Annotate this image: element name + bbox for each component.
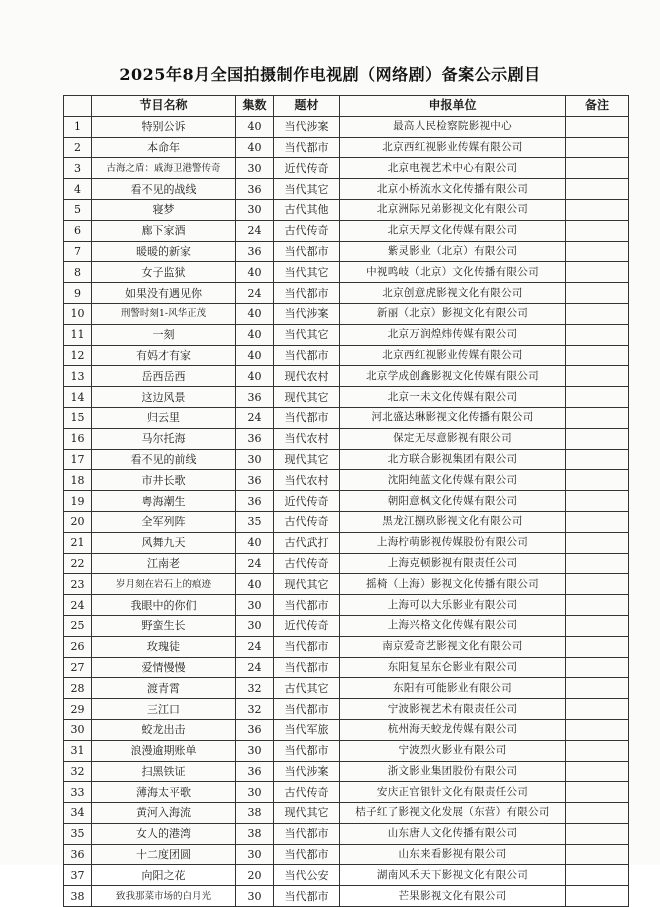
remarks	[566, 199, 629, 220]
genre: 当代涉案	[274, 116, 340, 137]
remarks	[566, 387, 629, 408]
row-index: 31	[64, 740, 92, 761]
program-name: 女人的港湾	[92, 823, 236, 844]
row-index: 19	[64, 491, 92, 512]
episode-count: 30	[236, 740, 274, 761]
program-name: 渡青霄	[92, 678, 236, 699]
episode-count: 36	[236, 387, 274, 408]
row-index: 36	[64, 844, 92, 865]
episode-count: 40	[236, 574, 274, 595]
program-name: 浪漫逾期账单	[92, 740, 236, 761]
row-index: 18	[64, 470, 92, 491]
table-row	[64, 407, 629, 428]
episode-count: 40	[236, 366, 274, 387]
episode-count: 30	[236, 844, 274, 865]
row-index: 13	[64, 366, 92, 387]
program-name: 十二度团圆	[92, 844, 236, 865]
applicant-unit: 河北盛达琳影视文化传播有限公司	[340, 407, 566, 428]
program-name: 看不见的战线	[92, 179, 236, 200]
applicant-unit: 北京创意虎影视文化有限公司	[340, 283, 566, 304]
table-row	[64, 428, 629, 449]
applicant-unit: 湖南风禾天下影视文化有限公司	[340, 865, 566, 886]
genre: 当代都市	[274, 595, 340, 616]
header-remarks: 备注	[566, 96, 629, 117]
table-row	[64, 761, 629, 782]
genre: 近代传奇	[274, 491, 340, 512]
episode-count: 38	[236, 803, 274, 824]
episode-count: 36	[236, 470, 274, 491]
applicant-unit: 北京西红视影业传媒有限公司	[340, 345, 566, 366]
genre: 当代都市	[274, 740, 340, 761]
row-index: 1	[64, 116, 92, 137]
applicant-unit: 杭州海天蛟龙传媒有限公司	[340, 719, 566, 740]
episode-count: 30	[236, 886, 274, 907]
genre: 当代涉案	[274, 761, 340, 782]
row-index: 35	[64, 823, 92, 844]
applicant-unit: 上海兴格文化传媒有限公司	[340, 615, 566, 636]
applicant-unit: 朝阳意枫文化传媒有限公司	[340, 491, 566, 512]
table-row	[64, 740, 629, 761]
program-name: 全军列阵	[92, 511, 236, 532]
program-name: 岳西岳西	[92, 366, 236, 387]
program-name: 三江口	[92, 699, 236, 720]
table-row	[64, 366, 629, 387]
program-name: 玫瑰徒	[92, 636, 236, 657]
genre: 近代传奇	[274, 158, 340, 179]
program-name: 马尔托海	[92, 428, 236, 449]
remarks	[566, 678, 629, 699]
genre: 当代都市	[274, 886, 340, 907]
genre: 古代武打	[274, 532, 340, 553]
applicant-unit: 黑龙江捌玖影视文化有限公司	[340, 511, 566, 532]
table-row	[64, 387, 629, 408]
program-name: 市井长歌	[92, 470, 236, 491]
episode-count: 20	[236, 865, 274, 886]
remarks	[566, 740, 629, 761]
episode-count: 35	[236, 511, 274, 532]
remarks	[566, 761, 629, 782]
table-row	[64, 449, 629, 470]
genre: 当代都市	[274, 407, 340, 428]
table-row	[64, 324, 629, 345]
applicant-unit: 中视鸣岐（北京）文化传播有限公司	[340, 262, 566, 283]
applicant-unit: 保定无尽意影视有限公司	[340, 428, 566, 449]
remarks	[566, 366, 629, 387]
episode-count: 24	[236, 283, 274, 304]
program-name: 本命年	[92, 137, 236, 158]
episode-count: 24	[236, 220, 274, 241]
remarks	[566, 491, 629, 512]
genre: 现代其它	[274, 803, 340, 824]
remarks	[566, 345, 629, 366]
episode-count: 40	[236, 262, 274, 283]
genre: 当代农村	[274, 428, 340, 449]
episode-count: 40	[236, 532, 274, 553]
program-name: 黄河入海流	[92, 803, 236, 824]
row-index: 11	[64, 324, 92, 345]
row-index: 17	[64, 449, 92, 470]
remarks	[566, 324, 629, 345]
row-index: 20	[64, 511, 92, 532]
episode-count: 24	[236, 636, 274, 657]
program-name: 岁月刻在岩石上的痕迹	[92, 574, 236, 595]
applicant-unit: 山东来看影视有限公司	[340, 844, 566, 865]
episode-count: 30	[236, 615, 274, 636]
program-name: 寝梦	[92, 199, 236, 220]
remarks	[566, 636, 629, 657]
table-body	[64, 116, 629, 906]
episode-count: 32	[236, 699, 274, 720]
genre: 当代其它	[274, 262, 340, 283]
row-index: 33	[64, 782, 92, 803]
program-name: 我眼中的你们	[92, 595, 236, 616]
document-title: 2025年8月全国拍摄制作电视剧（网络剧）备案公示剧目	[119, 65, 541, 84]
remarks	[566, 615, 629, 636]
genre: 古代其他	[274, 199, 340, 220]
table-row	[64, 553, 629, 574]
header-applicant-unit: 申报单位	[340, 96, 566, 117]
table-row	[64, 865, 629, 886]
genre: 现代其它	[274, 574, 340, 595]
program-name: 江南老	[92, 553, 236, 574]
remarks	[566, 574, 629, 595]
applicant-unit: 宁波烈火影业有限公司	[340, 740, 566, 761]
genre: 当代都市	[274, 283, 340, 304]
table-row	[64, 137, 629, 158]
table-row	[64, 491, 629, 512]
program-name: 暖暖的新家	[92, 241, 236, 262]
row-index: 24	[64, 595, 92, 616]
episode-count: 40	[236, 324, 274, 345]
remarks	[566, 303, 629, 324]
applicant-unit: 北京西红视影业传媒有限公司	[340, 137, 566, 158]
table-row	[64, 283, 629, 304]
table-row	[64, 199, 629, 220]
applicant-unit: 北京电视艺术中心有限公司	[340, 158, 566, 179]
row-index: 7	[64, 241, 92, 262]
genre: 古代其它	[274, 678, 340, 699]
row-index: 26	[64, 636, 92, 657]
program-name: 古海之盾：戚海卫港警传奇	[92, 158, 236, 179]
applicant-unit: 上海可以大乐影业有限公司	[340, 595, 566, 616]
table-row	[64, 158, 629, 179]
table-row	[64, 241, 629, 262]
genre: 当代军旅	[274, 719, 340, 740]
applicant-unit: 南京爱奇艺影视文化有限公司	[340, 636, 566, 657]
applicant-unit: 东阳复星东仑影业有限公司	[340, 657, 566, 678]
applicant-unit: 北方联合影视集团有限公司	[340, 449, 566, 470]
remarks	[566, 719, 629, 740]
row-index: 37	[64, 865, 92, 886]
row-index: 8	[64, 262, 92, 283]
genre: 现代农村	[274, 366, 340, 387]
row-index: 12	[64, 345, 92, 366]
program-name: 刑警时刻1-风华正茂	[92, 303, 236, 324]
table-row	[64, 636, 629, 657]
remarks	[566, 158, 629, 179]
table-row	[64, 574, 629, 595]
remarks	[566, 262, 629, 283]
applicant-unit: 新丽（北京）影视文化有限公司	[340, 303, 566, 324]
applicant-unit: 北京天厚文化传媒有限公司	[340, 220, 566, 241]
genre: 古代传奇	[274, 220, 340, 241]
row-index: 2	[64, 137, 92, 158]
table-row	[64, 657, 629, 678]
episode-count: 38	[236, 823, 274, 844]
row-index: 10	[64, 303, 92, 324]
remarks	[566, 137, 629, 158]
program-name: 粤海潮生	[92, 491, 236, 512]
episode-count: 24	[236, 553, 274, 574]
episode-count: 24	[236, 407, 274, 428]
remarks	[566, 782, 629, 803]
episode-count: 24	[236, 657, 274, 678]
applicant-unit: 北京小桥流水文化传播有限公司	[340, 179, 566, 200]
genre: 古代传奇	[274, 511, 340, 532]
header-episodes: 集数	[236, 96, 274, 117]
episode-count: 36	[236, 761, 274, 782]
table-row	[64, 719, 629, 740]
table-row	[64, 844, 629, 865]
remarks	[566, 865, 629, 886]
program-name: 这边风景	[92, 387, 236, 408]
row-index: 3	[64, 158, 92, 179]
table-row	[64, 615, 629, 636]
remarks	[566, 803, 629, 824]
applicant-unit: 北京万润煌炜传媒有限公司	[340, 324, 566, 345]
episode-count: 36	[236, 719, 274, 740]
row-index: 5	[64, 199, 92, 220]
program-name: 廊下家酒	[92, 220, 236, 241]
table-row	[64, 220, 629, 241]
row-index: 27	[64, 657, 92, 678]
row-index: 21	[64, 532, 92, 553]
episode-count: 40	[236, 303, 274, 324]
episode-count: 36	[236, 241, 274, 262]
table-row	[64, 470, 629, 491]
program-name: 看不见的前线	[92, 449, 236, 470]
program-name: 一刻	[92, 324, 236, 345]
row-index: 29	[64, 699, 92, 720]
episode-count: 40	[236, 345, 274, 366]
episode-count: 30	[236, 595, 274, 616]
remarks	[566, 511, 629, 532]
genre: 当代涉案	[274, 303, 340, 324]
row-index: 6	[64, 220, 92, 241]
program-name: 特别公诉	[92, 116, 236, 137]
header-program-name: 节目名称	[92, 96, 236, 117]
row-index: 22	[64, 553, 92, 574]
genre: 近代传奇	[274, 615, 340, 636]
row-index: 30	[64, 719, 92, 740]
episode-count: 36	[236, 491, 274, 512]
remarks	[566, 470, 629, 491]
genre: 当代都市	[274, 241, 340, 262]
genre: 当代都市	[274, 345, 340, 366]
remarks	[566, 844, 629, 865]
row-index: 16	[64, 428, 92, 449]
table-row	[64, 782, 629, 803]
genre: 当代其它	[274, 179, 340, 200]
genre: 当代农村	[274, 470, 340, 491]
table-row	[64, 511, 629, 532]
remarks	[566, 220, 629, 241]
table-row	[64, 262, 629, 283]
program-name: 爱情慢慢	[92, 657, 236, 678]
genre: 现代其它	[274, 387, 340, 408]
table-row	[64, 886, 629, 907]
remarks	[566, 407, 629, 428]
episode-count: 36	[236, 428, 274, 449]
program-name: 如果没有遇见你	[92, 283, 236, 304]
applicant-unit: 东阳有可能影业有限公司	[340, 678, 566, 699]
applicant-unit: 北京一未文化传媒有限公司	[340, 387, 566, 408]
remarks	[566, 532, 629, 553]
row-index: 23	[64, 574, 92, 595]
remarks	[566, 449, 629, 470]
episode-count: 30	[236, 158, 274, 179]
program-name: 风舞九天	[92, 532, 236, 553]
drama-list-table	[63, 95, 629, 907]
program-name: 女子监狱	[92, 262, 236, 283]
episode-count: 36	[236, 179, 274, 200]
applicant-unit: 最高人民检察院影视中心	[340, 116, 566, 137]
table-row	[64, 303, 629, 324]
applicant-unit: 浙文影业集团股份有限公司	[340, 761, 566, 782]
table-row	[64, 823, 629, 844]
episode-count: 30	[236, 782, 274, 803]
genre: 当代都市	[274, 137, 340, 158]
remarks	[566, 657, 629, 678]
genre: 当代都市	[274, 844, 340, 865]
applicant-unit: 宁波影视艺术有限责任公司	[340, 699, 566, 720]
applicant-unit: 山东唐人文化传播有限公司	[340, 823, 566, 844]
episode-count: 40	[236, 137, 274, 158]
program-name: 蛟龙出击	[92, 719, 236, 740]
table-row	[64, 345, 629, 366]
table-header-row	[64, 96, 629, 117]
genre: 古代传奇	[274, 553, 340, 574]
program-name: 扫黑铁证	[92, 761, 236, 782]
row-index: 4	[64, 179, 92, 200]
table-row	[64, 678, 629, 699]
row-index: 34	[64, 803, 92, 824]
episode-count: 30	[236, 449, 274, 470]
genre: 古代传奇	[274, 782, 340, 803]
remarks	[566, 116, 629, 137]
table-row	[64, 595, 629, 616]
genre: 当代都市	[274, 636, 340, 657]
episode-count: 32	[236, 678, 274, 699]
genre: 当代都市	[274, 823, 340, 844]
applicant-unit: 紫灵影业（北京）有限公司	[340, 241, 566, 262]
header-index	[64, 96, 92, 117]
applicant-unit: 摇椅（上海）影视文化传播有限公司	[340, 574, 566, 595]
applicant-unit: 北京学成创鑫影视文化传媒有限公司	[340, 366, 566, 387]
remarks	[566, 595, 629, 616]
remarks	[566, 179, 629, 200]
row-index: 15	[64, 407, 92, 428]
episode-count: 30	[236, 199, 274, 220]
row-index: 32	[64, 761, 92, 782]
table-row	[64, 699, 629, 720]
remarks	[566, 428, 629, 449]
remarks	[566, 553, 629, 574]
remarks	[566, 699, 629, 720]
applicant-unit: 上海柠萌影视传媒股份有限公司	[340, 532, 566, 553]
remarks	[566, 283, 629, 304]
remarks	[566, 886, 629, 907]
program-name: 野蛮生长	[92, 615, 236, 636]
row-index: 28	[64, 678, 92, 699]
genre: 当代都市	[274, 657, 340, 678]
row-index: 14	[64, 387, 92, 408]
program-name: 有妈才有家	[92, 345, 236, 366]
table-row	[64, 116, 629, 137]
program-name: 致我那菜市场的白月光	[92, 886, 236, 907]
applicant-unit: 上海克顿影视有限责任公司	[340, 553, 566, 574]
applicant-unit: 安庆正官银针文化有限责任公司	[340, 782, 566, 803]
header-genre: 题材	[274, 96, 340, 117]
row-index: 38	[64, 886, 92, 907]
applicant-unit: 芒果影视文化有限公司	[340, 886, 566, 907]
program-name: 薄海太平歌	[92, 782, 236, 803]
remarks	[566, 823, 629, 844]
genre: 现代其它	[274, 449, 340, 470]
applicant-unit: 北京洲际兄弟影视文化有限公司	[340, 199, 566, 220]
applicant-unit: 桔子红了影视文化发展（东营）有限公司	[340, 803, 566, 824]
table-row	[64, 179, 629, 200]
row-index: 9	[64, 283, 92, 304]
row-index: 25	[64, 615, 92, 636]
genre: 当代其它	[274, 324, 340, 345]
remarks	[566, 241, 629, 262]
applicant-unit: 沈阳纯蓝文化传媒有限公司	[340, 470, 566, 491]
table-row	[64, 532, 629, 553]
table-row	[64, 803, 629, 824]
program-name: 归云里	[92, 407, 236, 428]
program-name: 向阳之花	[92, 865, 236, 886]
genre: 当代都市	[274, 699, 340, 720]
episode-count: 40	[236, 116, 274, 137]
genre: 当代公安	[274, 865, 340, 886]
